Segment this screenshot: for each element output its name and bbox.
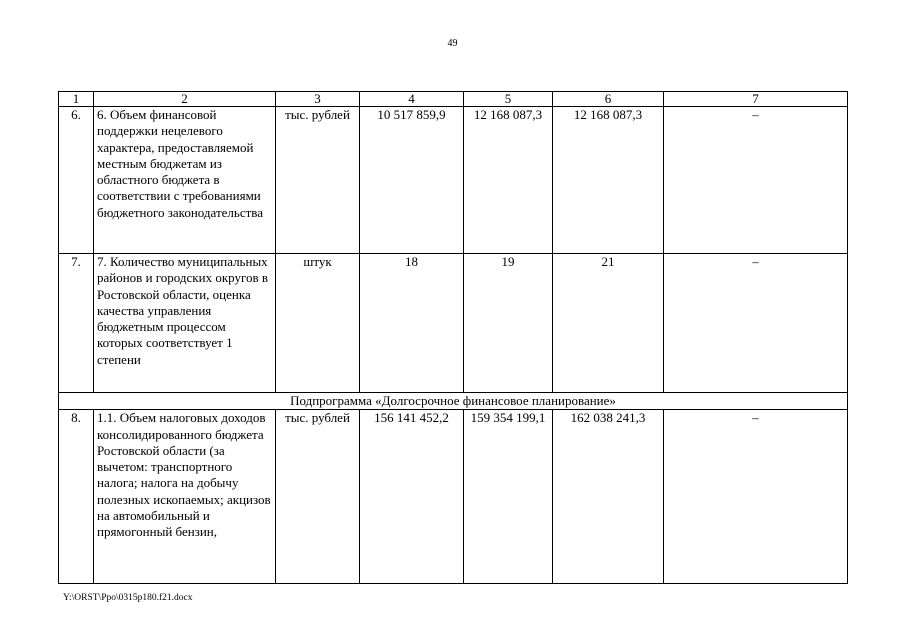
subprogram-row	[59, 393, 848, 410]
column-header: 7	[664, 92, 848, 107]
column-header: 1	[59, 92, 94, 107]
value-cell-4: 156 141 452,2	[360, 410, 464, 584]
page-number: 49	[447, 38, 458, 49]
file-path-footer: Y:\ORST\Ppo\0315p180.f21.docx	[63, 593, 193, 603]
column-header: 5	[464, 92, 553, 107]
value-cell-5: 159 354 199,1	[464, 410, 553, 584]
row-number: 8.	[59, 410, 94, 584]
subprogram-title: Подпрограмма «Долгосрочное финансовое планирование»	[59, 393, 848, 410]
value-cell-7: –	[664, 410, 848, 584]
value-cell-7: –	[664, 107, 848, 254]
value-cell-7: –	[664, 254, 848, 393]
column-header: 2	[94, 92, 276, 107]
unit-cell: штук	[276, 254, 360, 393]
value-cell-5: 12 168 087,3	[464, 107, 553, 254]
column-header: 3	[276, 92, 360, 107]
table-header-row	[59, 92, 848, 107]
row-number: 6.	[59, 107, 94, 254]
indicator-name: 7. Количество муниципальных районов и городских округов в Ростовской области, оценка качества управления бюджетным процессом которых соответствует 1 степени	[94, 254, 276, 393]
value-cell-6: 21	[553, 254, 664, 393]
indicator-name: 1.1. Объем налоговых доходов консолидированного бюджета Ростовской области (за вычетом: транспортного налога; налога на добычу полезных ископаемых; акцизов на автомобильный и прямогонный бензин,	[94, 410, 276, 584]
unit-cell: тыс. рублей	[276, 107, 360, 254]
unit-cell: тыс. рублей	[276, 410, 360, 584]
table-row	[59, 254, 848, 393]
value-cell-6: 162 038 241,3	[553, 410, 664, 584]
row-number: 7.	[59, 254, 94, 393]
value-cell-4: 18	[360, 254, 464, 393]
indicator-name: 6. Объем финансовой поддержки нецелевого характера, предоставляемой местным бюджетам из областного бюджета в соответствии с требованиями бюджетного законодательства	[94, 107, 276, 254]
value-cell-5: 19	[464, 254, 553, 393]
column-header: 4	[360, 92, 464, 107]
value-cell-6: 12 168 087,3	[553, 107, 664, 254]
indicators-table	[58, 91, 848, 584]
table-row	[59, 107, 848, 254]
table-row	[59, 410, 848, 584]
column-header: 6	[553, 92, 664, 107]
value-cell-4: 10 517 859,9	[360, 107, 464, 254]
